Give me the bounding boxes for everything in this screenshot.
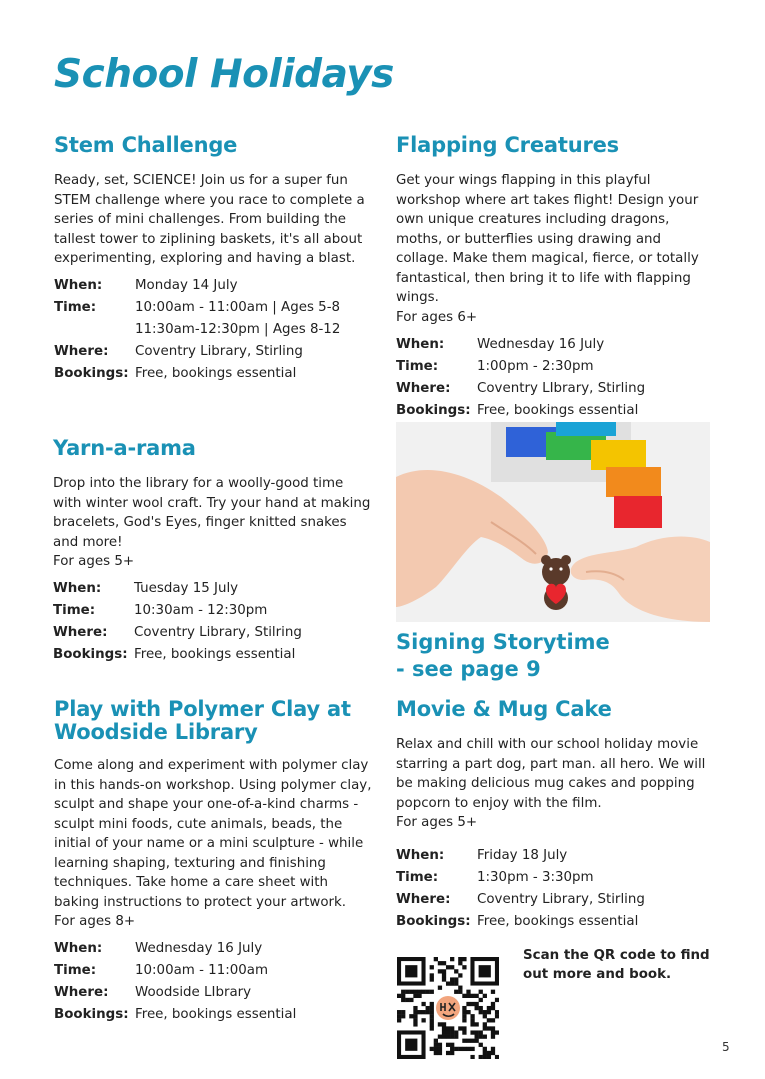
where-value: Coventry Library, Stirling (135, 344, 303, 359)
section-description: Ready, set, SCIENCE! Join us for a super fun STEM challenge where you race to complete a series of mini challenges. From building the tallest tower to ziplining baskets, it's all about experimenting, exploring and having a blast. (54, 173, 365, 266)
bookings-value: Free, bookings essential (477, 914, 639, 929)
section-title: Flapping Creatures (396, 133, 619, 157)
section-description: Relax and chill with our school holiday movie starring a part dog, part man. all hero. We will be making delicious mug cakes and popping popcorn to enjoy with the film. For ages 5+ (396, 737, 706, 830)
event-details (53, 578, 302, 666)
when-value: Friday 18 July (477, 848, 568, 863)
when-value: Monday 14 July (135, 278, 238, 293)
when-value: Wednesday 16 July (477, 336, 605, 352)
ages-text: For ages 5+ (53, 554, 135, 569)
when-value: Wednesday 16 July (135, 941, 263, 956)
when-label: When: (54, 941, 103, 956)
time-value: 1:30pm - 3:30pm (477, 870, 594, 885)
clay-hands-illustration (396, 422, 710, 622)
page-number: 5 (722, 1040, 730, 1054)
where-label: Where: (396, 380, 451, 396)
time-label: Time: (396, 870, 439, 885)
where-value: Coventry LIbrary, Stirling (477, 380, 646, 396)
bookings-value: Free, bookings essential (134, 647, 296, 662)
qr-instructions: Scan the QR code to find out more and book. (523, 948, 710, 982)
section-movie-mug-cake (396, 698, 714, 933)
when-value: Tuesday 15 July (134, 581, 239, 596)
ages-text: For ages 8+ (54, 914, 136, 929)
event-details (396, 845, 645, 933)
when-label: When: (53, 581, 102, 596)
time-value: 10:30am - 12:30pm (134, 603, 268, 618)
time-value: 10:00am - 11:00am | Ages 5-8 (135, 300, 341, 315)
qr-code-icon[interactable] (397, 957, 499, 1059)
section-description: Get your wings flapping in this playful workshop where art takes flight! Design your own unique creatures including dragons, moths, or butterflies using drawing and collage. Make them magical, fierce, or totally fantastical, then bring it to life with flapping wings. For ages 6+ (396, 173, 699, 325)
time-value-2: 11:30am-12:30pm | Ages 8-12 (135, 322, 341, 337)
section-title: Stem Challenge (54, 133, 238, 157)
section-stem-challenge (54, 134, 372, 385)
section-polymer-clay (54, 698, 372, 1026)
section-title: Play with Polymer Clay at Woodside Library (54, 697, 351, 744)
bookings-label: Bookings: (396, 914, 471, 929)
where-value: Coventry Library, Stilring (134, 625, 302, 640)
where-value: Woodside LIbrary (135, 985, 252, 1000)
event-details (396, 333, 645, 421)
ages-text: For ages 5+ (396, 815, 478, 830)
page-title: School Holidays (54, 52, 394, 97)
section-description: Come along and experiment with polymer clay in this hands-on workshop. Using polymer clay, sculpt and shape your one-of-a-kind charms - sculpt mini foods, cute animals, beads, the initial of your name or a mini sculpture - while learning shaping, texturing and finishing techniques. Take home a care sheet with baking instructions to protect your artwork. For ages 8+ (54, 758, 372, 929)
bookings-label: Bookings: (54, 1007, 129, 1022)
signing-storytime-heading: Signing Storytime - see page 9 (396, 630, 610, 681)
where-label: Where: (396, 892, 451, 907)
where-label: Where: (53, 625, 108, 640)
where-label: Where: (54, 344, 109, 359)
event-details (54, 938, 296, 1026)
bookings-label: Bookings: (54, 366, 129, 381)
when-label: When: (396, 848, 445, 863)
when-label: When: (54, 278, 103, 293)
section-description: Drop into the library for a woolly-good time with winter wool craft. Try your hand at making bracelets, God's Eyes, finger knitted snakes and more! For ages 5+ (53, 476, 371, 569)
time-label: Time: (396, 358, 439, 374)
section-title: Yarn-a-rama (53, 436, 196, 460)
bookings-value: Free, bookings essential (135, 366, 297, 381)
where-label: Where: (54, 985, 109, 1000)
when-label: When: (396, 336, 445, 352)
section-yarn-a-rama (53, 437, 371, 666)
time-value: 10:00am - 11:00am (135, 963, 269, 978)
ages-text: For ages 6+ (396, 309, 478, 325)
time-label: Time: (54, 963, 97, 978)
qr-code-graphic (397, 957, 499, 1059)
bookings-label: Bookings: (396, 402, 471, 418)
time-label: Time: (53, 603, 96, 618)
bookings-label: Bookings: (53, 647, 128, 662)
event-details (54, 275, 340, 385)
section-title: Movie & Mug Cake (396, 697, 612, 721)
section-flapping-creatures (396, 134, 714, 421)
where-value: Coventry Library, Stirling (477, 892, 645, 907)
bookings-value: Free, bookings essential (477, 402, 639, 418)
bookings-value: Free, bookings essential (135, 1007, 297, 1022)
time-value: 1:00pm - 2:30pm (477, 358, 594, 374)
time-label: Time: (54, 300, 97, 315)
polymer-clay-photo (396, 422, 710, 622)
